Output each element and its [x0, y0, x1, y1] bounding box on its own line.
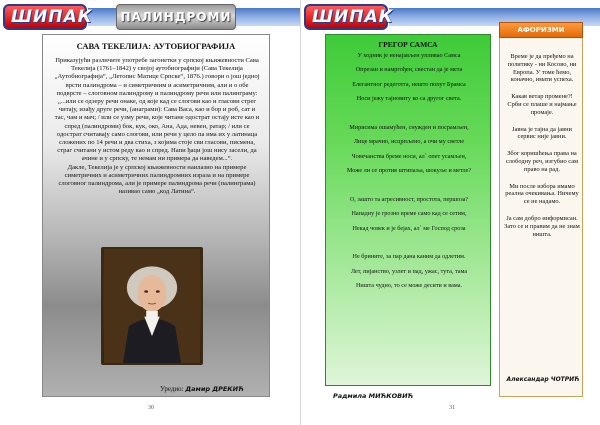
poem-line: Ништа чудно, то се може десити и вама.: [355, 282, 463, 290]
poem-line: Лет, пијанство, узлет и пад, ужас, тута, тама: [350, 267, 468, 275]
poem-line: Нападну је грозно време само кад се сетим,: [351, 210, 467, 218]
article-paragraph: „...или се одзеру речи онаке, од које кад се слогови као и гласови стрег читају, изађу друге речи, (анаграми): Сава Васа, као и бор и роб, сат и тас, чам и мач; / или се узму речи, које читане одострат остају исте као и спред (палиндроми) бок, кук, око, Ана, Ада, невен, ратар; / или се одострат считавају само слогови, или речи у цело па има их у латинаца сложених по 14 речи и два стиха, з којима стоје сви гласови, писмена, страг считани у истом реду као и спред. Напи ђаци још нису засели, да ачине и у српску, те немам ни примера да наведем...“.: [54, 98, 260, 163]
poem-line: О, зашто та агресивност, простота, першоза?: [349, 195, 469, 203]
article-paragraph: Приказујући различите употребе загонетки у српској књижевности Сава Текелија (1761–1842) у својој аутобиографији (Сава Текелија „Аутобиографија“, „Летопис Матице Српске“, 1876.) говори о још једној врсти палиндрома – и симетричним и асиметричним, али и о обе подврсте – слоговном палиндрому и палиндрому речи или палинграму:: [54, 57, 260, 97]
portrait-image: [101, 247, 203, 365]
magazine-logo: ШИПАК: [304, 4, 388, 30]
magazine-logo: ШИПАК: [3, 4, 87, 30]
poem-title: ГРЕГОР САМСА: [378, 40, 438, 49]
prepared-by: [160, 385, 280, 393]
poem-line: [330, 236, 488, 250]
poem-line: Не брините, за пар дана каним да одлетим.: [352, 253, 466, 261]
poem-box: [325, 34, 491, 386]
aphorism: Време је да пређемо на политику - ни Косово, ни Европа. У томе ћемо, коначно, имати успеха.: [507, 53, 577, 84]
poem-line: Носи јежу тајновиту ко са другог света.: [356, 95, 462, 103]
poem-line: Елегантног редеготга, нешто попут Брамса: [352, 80, 466, 88]
poem-line: Мирисима ошамућен, снужден и посрамљен,: [349, 123, 469, 131]
aphorism: Какав ветар промене?! Срби се плаше и најмање промаје.: [507, 93, 577, 116]
poem-author: Радмила МИЋКОВИЋ: [333, 392, 414, 400]
prepared-label: Уредио:: [160, 385, 184, 393]
prepared-author: Дамир ДРЕКИЋ: [185, 385, 244, 393]
aphorisms-title: АФОРИЗМИ: [499, 22, 583, 38]
poem-lines: [330, 49, 488, 294]
article-box: [42, 34, 270, 397]
aphorisms-box: [499, 22, 583, 397]
poem-line: Опрезан и намргођен, свестан да је мета: [355, 66, 463, 74]
aphorisms-list: [504, 53, 580, 247]
aphorism: Ја сам добро информисан. Зато се и правим да не знам ништа.: [504, 214, 580, 238]
aphorism: Због коришћења права на слободну реч, изгубио сам право на рад.: [505, 150, 579, 173]
poem-line: Лице мрачно, исцрпљено, а очи му светле: [353, 138, 465, 146]
poem-line: Може ли се против штипаља, шокуље и метле?: [346, 167, 472, 175]
right-page: [300, 0, 600, 425]
poem-line: Некад човек и је бејах, ал` ме Господ сроза: [352, 224, 466, 232]
page-number: 30: [148, 405, 154, 411]
poem-line: Човечанства бреме носи, ал` опет усамљен,: [351, 152, 467, 160]
poem-line: [330, 179, 488, 193]
poem-line: [330, 107, 488, 121]
article-title: САВА ТЕКЕЛИЈА: АУТОБИОГРАФИЈА: [76, 41, 236, 51]
section-title: ПАЛИНДРОМИ: [116, 4, 236, 30]
aphorism: Ми после избора имамо реална очекивања. Ничему се не надамо.: [505, 182, 579, 206]
page-number: 31: [449, 405, 455, 411]
poem-line: У ходник је ненајављен упливао Самса: [357, 52, 461, 59]
aphorism: Јавна је тајна да јавни сервис није јавни.: [512, 125, 572, 141]
article-paragraph: Дакле, Текелија је у српској књижевности наилазио на примере симетричних и асиметричних палиндромних израза и на примере слоговног палиндрома, али је примере палиндрома речи (палинграма) називао само „код Латина“.: [58, 163, 256, 196]
aphorisms-author: Александар ЧОТРИЋ: [506, 376, 580, 383]
article-body: [53, 57, 261, 196]
